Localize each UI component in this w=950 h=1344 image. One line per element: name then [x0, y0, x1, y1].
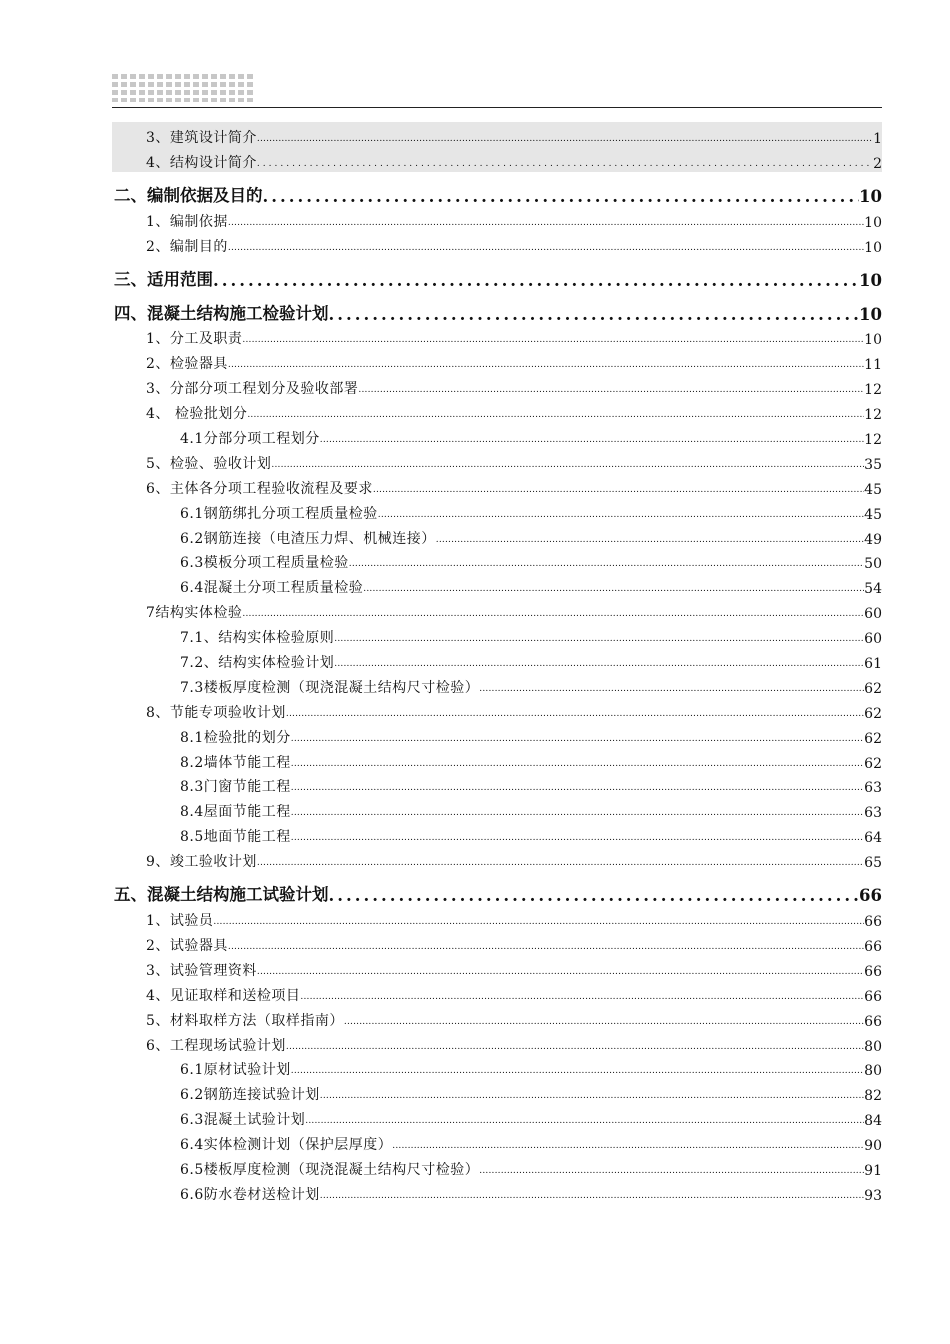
toc-entry-title: 2、检验器具 — [146, 356, 228, 373]
toc-entry-page-number: 60 — [864, 606, 882, 623]
toc-entry-title: 6.5楼板厚度检测（现浇混凝土结构尺寸检验） — [180, 1161, 480, 1178]
toc-entry-title: 4、 检验批划分 — [146, 406, 248, 423]
toc-entry[interactable] — [112, 572, 882, 597]
toc-dot-leader — [291, 783, 864, 793]
toc-dot-leader — [479, 1166, 864, 1176]
toc-entry[interactable] — [112, 672, 882, 697]
toc-dot-leader — [257, 134, 873, 144]
toc-dot-leader — [286, 709, 864, 719]
toc-dot-leader — [291, 734, 864, 744]
toc-entry-title: 1、编制依据 — [146, 213, 228, 230]
toc-entry-page-number: 91 — [864, 1162, 882, 1179]
toc-entry-title: 4.1分部分项工程划分 — [180, 431, 320, 448]
toc-entry-title: 2、试验器具 — [146, 937, 228, 954]
toc-dot-leader — [213, 917, 864, 927]
toc-dot-leader — [291, 1066, 864, 1076]
toc-dot-leader — [373, 485, 864, 495]
toc-entry-title: 7.2、结构实体检验计划 — [180, 655, 335, 672]
toc-entry-title: 9、竣工验收计划 — [146, 854, 257, 871]
toc-entry-page-number: 11 — [864, 357, 882, 374]
toc-entry-page-number: 60 — [864, 631, 882, 648]
toc-entry-page-number: 62 — [864, 755, 882, 772]
toc-entry[interactable] — [112, 955, 882, 980]
toc-entry-title: 6.3混凝土试验计划 — [180, 1112, 306, 1129]
toc-dot-leader — [349, 559, 864, 569]
toc-entry-title: 6.2钢筋连接试验计划 — [180, 1087, 320, 1104]
toc-entry-page-number: 12 — [864, 432, 882, 449]
toc-entry-page-number: 49 — [864, 531, 882, 548]
toc-dot-leader — [257, 159, 873, 169]
toc-entry-page-number: 45 — [864, 481, 882, 498]
toc-entry-title: 3、分部分项工程划分及验收部署 — [146, 381, 359, 398]
toc-entry-title: 2、编制目的 — [146, 238, 228, 255]
toc-entry-page-number: 93 — [864, 1187, 882, 1204]
toc-entry-title: 6、主体各分项工程验收流程及要求 — [146, 480, 373, 497]
toc-dot-leader — [228, 218, 864, 228]
toc-dot-leader — [320, 1191, 864, 1201]
toc-entry-title: 5、检验、验收计划 — [146, 455, 272, 472]
toc-entry[interactable] — [112, 930, 882, 955]
toc-entry-title: 二、编制依据及目的 — [114, 185, 263, 205]
toc-entry-title: 7.1、结构实体检验原则 — [180, 630, 335, 647]
toc-entry-page-number: 82 — [864, 1088, 882, 1105]
toc-dot-leader — [213, 271, 859, 290]
toc-entry-title: 4、结构设计简介 — [146, 154, 257, 171]
toc-entry[interactable] — [112, 172, 882, 206]
toc-entry-page-number: 10 — [859, 270, 882, 290]
toc-entry-title: 6.6防水卷材送检计划 — [180, 1186, 320, 1203]
toc-entry-page-number: 12 — [864, 407, 882, 424]
toc-entry-page-number: 61 — [864, 656, 882, 673]
toc-entry[interactable] — [112, 548, 882, 573]
toc-entry-title: 6.3模板分项工程质量检验 — [180, 555, 349, 572]
toc-entry-page-number: 1 — [873, 130, 882, 147]
toc-dot-leader — [358, 385, 864, 395]
toc-dot-leader — [291, 759, 864, 769]
toc-dot-leader — [378, 510, 864, 520]
toc-entry-page-number: 10 — [864, 332, 882, 349]
toc-entry-page-number: 80 — [864, 1038, 882, 1055]
toc-entry[interactable] — [112, 122, 882, 147]
toc-entry-title: 7结构实体检验 — [146, 605, 243, 622]
toc-dot-leader — [363, 584, 864, 594]
toc-dot-leader — [300, 992, 864, 1002]
toc-entry-page-number: 10 — [864, 239, 882, 256]
toc-entry-page-number: 50 — [864, 556, 882, 573]
toc-dot-leader — [334, 659, 864, 669]
toc-entry[interactable] — [112, 1005, 882, 1030]
toc-entry-page-number: 84 — [864, 1113, 882, 1130]
toc-entry[interactable] — [112, 871, 882, 905]
toc-entry-page-number: 12 — [864, 382, 882, 399]
toc-entry[interactable] — [112, 348, 882, 373]
toc-entry-title: 三、适用范围 — [114, 269, 213, 289]
toc-entry-page-number: 64 — [864, 830, 882, 847]
toc-entry[interactable] — [112, 747, 882, 772]
toc-dot-leader — [291, 808, 864, 818]
toc-entry-title: 8、节能专项验收计划 — [146, 704, 286, 721]
toc-entry-page-number: 66 — [864, 914, 882, 931]
toc-entry[interactable] — [112, 980, 882, 1005]
toc-dot-leader — [320, 1091, 864, 1101]
toc-entry[interactable] — [112, 1129, 882, 1154]
toc-entry[interactable] — [112, 231, 882, 256]
toc-entry[interactable] — [112, 1104, 882, 1129]
toc-entry-page-number: 10 — [864, 214, 882, 231]
toc-dot-leader — [291, 833, 864, 843]
toc-dot-leader — [257, 858, 864, 868]
toc-dot-leader — [334, 634, 864, 644]
header-logo — [112, 74, 254, 102]
toc-dot-leader — [320, 435, 864, 445]
toc-entry-page-number: 62 — [864, 730, 882, 747]
toc-dot-leader — [329, 886, 860, 905]
toc-entry[interactable] — [112, 905, 882, 930]
toc-entry-page-number: 63 — [864, 780, 882, 797]
toc-entry-page-number: 62 — [864, 680, 882, 697]
toc-entry-page-number: 80 — [864, 1063, 882, 1080]
toc-entry-title: 3、试验管理资料 — [146, 962, 257, 979]
toc-dot-leader — [247, 410, 864, 420]
toc-entry-title: 6.1原材试验计划 — [180, 1062, 291, 1079]
toc-entry-title: 6.4混凝土分项工程质量检验 — [180, 580, 364, 597]
toc-entry[interactable] — [112, 290, 882, 324]
toc-dot-leader — [392, 1141, 864, 1151]
toc-entry-page-number: 63 — [864, 805, 882, 822]
toc-entry[interactable] — [112, 1030, 882, 1055]
toc-dot-leader — [479, 684, 864, 694]
toc-entry-title: 1、试验员 — [146, 913, 214, 930]
toc-entry[interactable] — [112, 622, 882, 647]
toc-entry-page-number: 45 — [864, 506, 882, 523]
toc-entry-page-number: 65 — [864, 855, 882, 872]
toc-entry[interactable] — [112, 1055, 882, 1080]
toc-dot-leader — [305, 1116, 864, 1126]
toc-entry[interactable] — [112, 846, 882, 871]
toc-entry[interactable] — [112, 772, 882, 797]
toc-entry-title: 6.4实体检测计划（保护层厚度） — [180, 1137, 393, 1154]
toc-entry[interactable] — [112, 796, 882, 821]
toc-entry[interactable] — [112, 1079, 882, 1104]
toc-entry[interactable] — [112, 647, 882, 672]
toc-entry[interactable] — [112, 498, 882, 523]
toc-dot-leader — [228, 942, 864, 952]
toc-entry-page-number: 10 — [859, 304, 882, 324]
toc-entry[interactable] — [112, 206, 882, 231]
toc-entry-title: 四、混凝土结构施工检验计划 — [114, 303, 329, 323]
toc-entry[interactable] — [112, 373, 882, 398]
toc-entry-page-number: 90 — [864, 1138, 882, 1155]
toc-entry-page-number: 66 — [864, 963, 882, 980]
toc-entry[interactable] — [112, 147, 882, 172]
toc-entry[interactable] — [112, 473, 882, 498]
toc-dot-leader — [242, 609, 864, 619]
toc-entry-page-number: 66 — [864, 988, 882, 1005]
toc-entry-title: 8.4屋面节能工程 — [180, 804, 291, 821]
toc-entry-title: 4、见证取样和送检项目 — [146, 987, 301, 1004]
toc-dot-leader — [286, 1042, 864, 1052]
toc-entry-title: 8.5地面节能工程 — [180, 829, 291, 846]
toc-entry-page-number: 54 — [864, 581, 882, 598]
toc-entry[interactable] — [112, 256, 882, 290]
toc-entry-title: 8.2墙体节能工程 — [180, 754, 291, 771]
toc-entry[interactable] — [112, 597, 882, 622]
toc-dot-leader — [263, 187, 860, 206]
toc-entry-title: 1、分工及职责 — [146, 331, 243, 348]
toc-entry-page-number: 66 — [859, 886, 882, 906]
toc-entry[interactable] — [112, 324, 882, 349]
toc-entry[interactable] — [112, 448, 882, 473]
toc-entry[interactable] — [112, 398, 882, 423]
toc-entry-title: 7.3楼板厚度检测（现浇混凝土结构尺寸检验） — [180, 679, 480, 696]
toc-entry[interactable] — [112, 523, 882, 548]
toc-entry-title: 3、建筑设计简介 — [146, 129, 257, 146]
toc-entry[interactable] — [112, 821, 882, 846]
toc-dot-leader — [228, 360, 864, 370]
toc-entry-title: 6.2钢筋连接（电渣压力焊、机械连接） — [180, 530, 436, 547]
toc-dot-leader — [436, 535, 864, 545]
toc-entry-title: 8.1检验批的划分 — [180, 729, 291, 746]
toc-entry-page-number: 2 — [873, 155, 882, 172]
toc-entry[interactable] — [112, 1179, 882, 1204]
toc-dot-leader — [271, 460, 864, 470]
toc-dot-leader — [228, 243, 864, 253]
toc-entry-page-number: 35 — [864, 456, 882, 473]
toc-entry-title: 5、材料取样方法（取样指南） — [146, 1012, 344, 1029]
toc-entry-page-number: 10 — [859, 186, 882, 206]
toc-dot-leader — [329, 305, 860, 324]
toc-entry[interactable] — [112, 423, 882, 448]
toc-entry[interactable] — [112, 1154, 882, 1179]
table-of-contents — [112, 122, 882, 1204]
toc-entry-title: 6、工程现场试验计划 — [146, 1037, 286, 1054]
header-divider — [112, 107, 882, 108]
toc-entry-page-number: 62 — [864, 705, 882, 722]
toc-dot-leader — [257, 967, 864, 977]
toc-entry[interactable] — [112, 722, 882, 747]
toc-entry-page-number: 66 — [864, 1013, 882, 1030]
toc-entry-title: 6.1钢筋绑扎分项工程质量检验 — [180, 505, 378, 522]
toc-entry-page-number: 66 — [864, 938, 882, 955]
toc-dot-leader — [242, 335, 864, 345]
toc-entry-title: 8.3门窗节能工程 — [180, 779, 291, 796]
toc-entry-title: 五、混凝土结构施工试验计划 — [114, 885, 329, 905]
toc-dot-leader — [344, 1017, 864, 1027]
toc-entry[interactable] — [112, 697, 882, 722]
